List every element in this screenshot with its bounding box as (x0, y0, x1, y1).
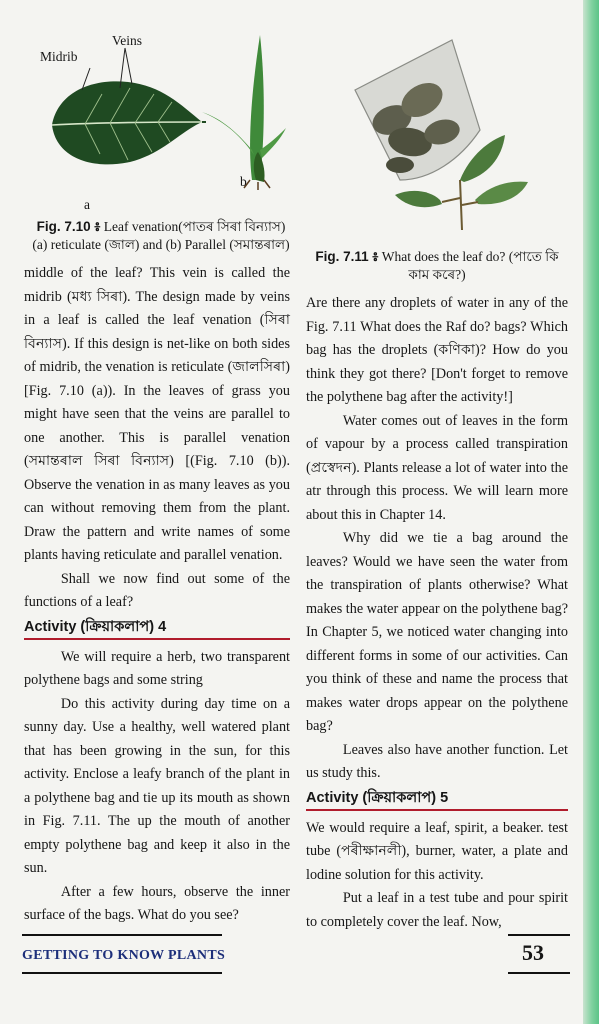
left-paragraph-1: middle of the leaf? This vein is called the midrib (মধ্য সিৰা). The design made by veins in a leaf is called the leaf venation (সিৰা বিন্যাস). If this design is net-like on both sides of midrib, the venation is reticulate (জালসিৰা) [Fig. 7.10 (a)). In the leaves of grass you might have seen that the veins are parallel to one another. This is parallel venation (সমান্তৰাল সিৰা বিন্যাস) [(Fig. 7.10 (b)). Observe the venation in as many leaves as you can without removing them from the plant. Draw the pattern and write names of some plants having reticulate and parallel venation. (24, 265, 290, 563)
page-edge (583, 0, 599, 1024)
left-paragraph-5: After a few hours, observe the inner surface of the bags. What do you see? (24, 883, 290, 923)
left-paragraph-4: Do this activity during day time on a sunny day. Use a healthy, well watered plant that has been growing in the sun, for this activity. Enclose a leafy branch of the plant in a polythene bag and tie up its mouth as shown in Fig. 7.11. The up the mouth of another empty polythene bag and keep it also in the sun. (24, 695, 290, 876)
fig-7-11-illustration (340, 30, 545, 240)
caption-number: Fig. 7.11 ៖ (315, 249, 379, 264)
footer-rule-right-bottom (508, 972, 570, 974)
activity-4-heading: Activity (ক্রিয়াকলাপ) 4 (24, 617, 290, 640)
footer-title: GETTING TO KNOW PLANTS (22, 948, 226, 963)
right-paragraph-3: Why did we tie a bag around the leaves? Would we have seen the water from the transpiration of plants otherwise? What makes the water appear on the polythene bag? In Chapter 5, we noticed water changing into different forms in some of our activities. Can you think of these and name the process that makes water drops appear on the polythene bag? (306, 530, 568, 734)
label-b: b (240, 174, 247, 189)
left-paragraph-3: We will require a herb, two transparent polythene bags and some string (24, 648, 290, 688)
footer-rule-left-top (22, 934, 222, 936)
right-column (306, 292, 568, 934)
left-column (24, 262, 290, 928)
footer-rule-right (508, 934, 570, 936)
activity-5-heading: Activity (ক্রিয়াকলাপ) 5 (306, 788, 568, 811)
caption-text: Leaf venation(পাতৰ সিৰা বিন্যাস) (a) reticulate (জাল) and (b) Parallel (সমান্তৰাল) (32, 219, 290, 252)
page-number: 53 (522, 940, 544, 965)
right-paragraph-4: Leaves also have another function. Let us study this. (306, 741, 568, 781)
fig-7-11-caption (306, 248, 568, 284)
caption-number: Fig. 7.10 ៖ (36, 219, 101, 234)
right-paragraph-5: We would require a leaf, spirit, a beaker. test tube (পৰীক্ষানলী), burner, water, a plate and lodine solution for this activity. (306, 819, 568, 883)
fig-7-10-caption (30, 218, 292, 254)
polythene-bag-icon (355, 40, 480, 180)
right-paragraph-1: Are there any droplets of water in any of the Fig. 7.11 What does the Raf do? bags? Which bag has the droplets (কণিকা)? How do you think they got there? [Don't forget to remove the polythene bag after the activity!] (306, 295, 568, 405)
right-paragraph-6: Put a leaf in a test tube and pour spirit to completely cover the leaf. Now, (306, 890, 568, 930)
label-a: a (84, 197, 90, 212)
footer-rule-left-bottom (22, 972, 222, 974)
caption-text: What does the leaf do? (পাতে কি কাম কৰে?) (381, 249, 559, 282)
left-paragraph-2: Shall we now find out some of the functions of a leaf? (24, 570, 290, 610)
right-paragraph-2: Water comes out of leaves in the form of vapour by a process called transpiration (প্ৰস্বেদন). Plants release a lot of water into the atr through this process. We will learn more about this in Chapter 14. (306, 412, 568, 523)
parallel-leaf-grass-icon (202, 35, 286, 190)
label-midrib: Midrib (40, 49, 78, 64)
reticulate-leaf-icon (52, 81, 206, 164)
label-veins: Veins (112, 33, 142, 48)
